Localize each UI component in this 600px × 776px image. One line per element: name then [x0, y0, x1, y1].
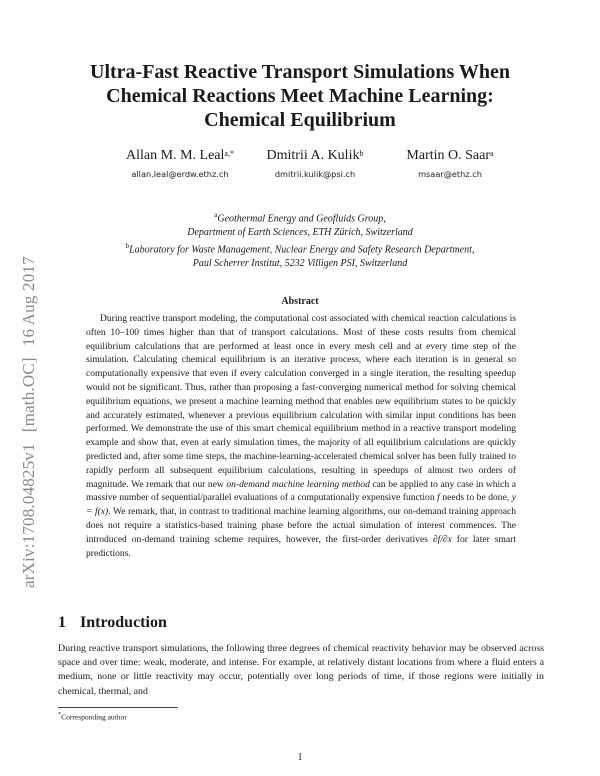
affiliation-b [80, 239, 520, 271]
affiliation-a-line-2: Department of Earth Sciences, ETH Zürich, Switzerland [187, 227, 413, 239]
title-line-3: Chemical Equilibrium [204, 109, 396, 131]
author-saar [385, 148, 515, 164]
abstract-text-4: . We remark, that, in contrast to traditional machine learning algorithms, our on-demand training approach does not require a statistics-based training phase before the actual simulation of interest commences. The introduced on-demand training scheme requires, however, the first-order derivatives [86, 506, 517, 545]
section-title: Introduction [80, 614, 167, 631]
author-email-leal[interactable]: allan.leal@erdw.ethz.ch [131, 169, 229, 179]
affiliation-mark: b [125, 242, 130, 250]
author-name: Dmitrii A. Kulik [266, 148, 360, 163]
footnote-text: Corresponding author [61, 712, 127, 722]
abstract-heading: Abstract [281, 296, 319, 307]
abstract-emphasis: on-demand machine learning method [226, 478, 370, 490]
function-symbol: f [437, 492, 440, 504]
author-kulik [250, 148, 380, 164]
arxiv-identifier-stamp [19, 188, 39, 588]
author-email-kulik[interactable]: dmitrii.kulik@psi.ch [274, 169, 356, 179]
abstract-text-2: can be applied to any case in which a massive number of sequential/parallel evaluations of a computationally expensive function [86, 478, 516, 504]
author-leal [105, 148, 255, 164]
title-line-1: Ultra-Fast Reactive Transport Simulations When [90, 61, 510, 83]
abstract-text-5: for later smart predictions. [86, 533, 516, 559]
arxiv-date: 16 Aug 2017 [19, 256, 38, 347]
author-affiliation-mark: a [490, 149, 494, 158]
page-number: 1 [297, 752, 303, 763]
author-affiliation-mark: a,* [224, 149, 234, 158]
arxiv-id: arXiv:1708.04825v1 [19, 443, 38, 588]
section-number: 1 [58, 614, 66, 631]
abstract-text-3: needs to be done, [439, 492, 512, 504]
derivative-expression: ∂f/∂x [432, 533, 452, 545]
inline-equation: y = f(x) [86, 492, 516, 518]
abstract-text-1: During reactive transport modeling, the computational cost associated with chemical reaction calculations is often 10–100 times higher than that of transport calculations. Most of these costs results from chemical equilibrium calculations that are performed at least once in every mesh cell and at every time step of the simulation. Calculating chemical equilibrium is an iterative process, where each iteration is in general so computationally expensive that even if every calculation converged in a single iteration, the resulting speedup would not be significant. Thus, rather than proposing a fast-converging numerical method for solving chemical equilibrium equations, we present a machine learning method that enables new equilibrium states to be quickly and accurately estimated, whenever a previous equilibrium calculation with similar input conditions has been performed. We demonstrate the use of this smart chemical equilibrium method in a reactive transport modeling example and show that, even at early simulation times, the majority of all equilibrium calculations are quickly predicted and, after some time steps, the machine-learning-accelerated chemical solver has been fully trained to rapidly perform all subsequent equilibrium calculations, resulting in speedups of almost two orders of magnitude. We remark that our new [86, 313, 516, 490]
footnote-divider [58, 707, 178, 708]
author-name: Allan M. M. Leal [126, 148, 225, 163]
arxiv-category: [math.OC] [19, 357, 38, 433]
affiliation-mark: a [214, 211, 218, 219]
footnote-mark: * [58, 711, 62, 718]
affiliation-b-line-2: Paul Scherrer Institut, 5232 Villigen PSI, Switzerland [192, 258, 408, 270]
author-name: Martin O. Saar [406, 148, 491, 163]
author-affiliation-mark: b [359, 149, 364, 158]
section-heading-introduction [58, 614, 167, 632]
footnote [58, 711, 127, 722]
affiliation-a-line-1: Geothermal Energy and Geofluids Group, [217, 213, 386, 225]
title-line-2: Chemical Reactions Meet Machine Learning: [106, 85, 494, 107]
abstract-body [86, 312, 516, 560]
introduction-body [58, 642, 544, 699]
author-email-saar[interactable]: msaar@ethz.ch [418, 169, 482, 179]
introduction-paragraph: During reactive transport simulations, the following three degrees of chemical reactivity behavior may be observed across space and over time: weak, moderate, and intense. For example, at relatively distant locations from where a fluid enters a medium, none or little reactivity may occur, potentially over long periods of time, if those regions were initially in chemical, thermal, and [58, 643, 544, 697]
paper-title [55, 60, 545, 132]
affiliation-b-line-1: Laboratory for Waste Management, Nuclear Energy and Safety Research Department, [129, 244, 475, 256]
affiliation-a [80, 208, 520, 240]
